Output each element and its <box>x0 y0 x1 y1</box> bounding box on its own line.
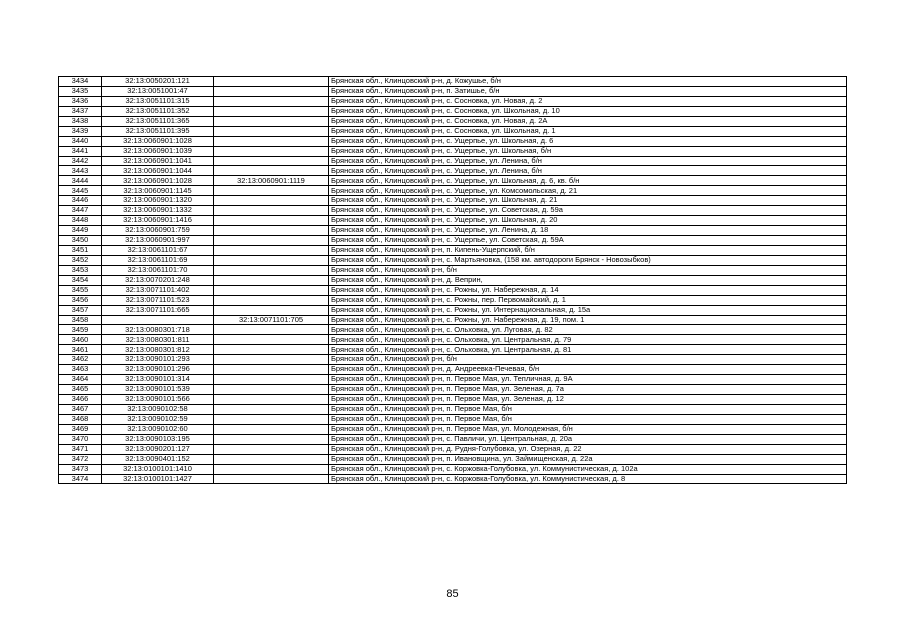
address-cell: Брянская обл., Клинцовский р-н, д. Кожушье, б/н <box>329 77 847 87</box>
cadastral-number-cell: 32:13:0090102:60 <box>102 424 214 434</box>
row-number-cell: 3463 <box>59 365 102 375</box>
row-number-cell: 3453 <box>59 265 102 275</box>
linked-cadastral-number-cell <box>214 86 329 96</box>
linked-cadastral-number-cell <box>214 216 329 226</box>
row-number-cell: 3454 <box>59 275 102 285</box>
row-number-cell: 3473 <box>59 464 102 474</box>
linked-cadastral-number-cell <box>214 464 329 474</box>
table-row <box>59 325 847 335</box>
row-number-cell: 3434 <box>59 77 102 87</box>
address-cell: Брянская обл., Клинцовский р-н, с. Сосновка, ул. Новая, д. 2А <box>329 116 847 126</box>
row-number-cell: 3462 <box>59 355 102 365</box>
cadastral-number-cell: 32:13:0051101:352 <box>102 106 214 116</box>
linked-cadastral-number-cell <box>214 245 329 255</box>
table-row <box>59 126 847 136</box>
address-cell: Брянская обл., Клинцовский р-н, с. Рожны, ул. Интернациональная, д. 15а <box>329 305 847 315</box>
linked-cadastral-number-cell <box>214 474 329 484</box>
linked-cadastral-number-cell <box>214 156 329 166</box>
cadastral-number-cell: 32:13:0090101:296 <box>102 365 214 375</box>
address-cell: Брянская обл., Клинцовский р-н, с. Сосновка, ул. Новая, д. 2 <box>329 96 847 106</box>
table-row <box>59 285 847 295</box>
page-number: 85 <box>446 588 459 600</box>
cadastral-number-cell: 32:13:0090102:59 <box>102 414 214 424</box>
table-row <box>59 454 847 464</box>
address-cell: Брянская обл., Клинцовский р-н, д. Андреевка-Печевая, б/н <box>329 365 847 375</box>
row-number-cell: 3441 <box>59 146 102 156</box>
table-row <box>59 315 847 325</box>
row-number-cell: 3467 <box>59 404 102 414</box>
row-number-cell: 3449 <box>59 226 102 236</box>
table-row <box>59 255 847 265</box>
cadastral-number-cell: 32:13:0071101:523 <box>102 295 214 305</box>
address-cell: Брянская обл., Клинцовский р-н, с. Павличи, ул. Центральная, д. 20а <box>329 434 847 444</box>
linked-cadastral-number-cell <box>214 206 329 216</box>
table-row <box>59 295 847 305</box>
table-row <box>59 77 847 87</box>
address-cell: Брянская обл., Клинцовский р-н, п. Первое Мая, ул. Молодежная, б/н <box>329 424 847 434</box>
address-cell: Брянская обл., Клинцовский р-н, п. Кипень-Ущерпский, б/н <box>329 245 847 255</box>
row-number-cell: 3448 <box>59 216 102 226</box>
cadastral-number-cell: 32:13:0051001:47 <box>102 86 214 96</box>
cadastral-number-cell: 32:13:0080301:812 <box>102 345 214 355</box>
table-row <box>59 375 847 385</box>
address-cell: Брянская обл., Клинцовский р-н, д. Рудня-Голубовка, ул. Озерная, д. 22 <box>329 444 847 454</box>
cadastral-number-cell: 32:13:0080301:718 <box>102 325 214 335</box>
cadastral-number-cell: 32:13:0090102:58 <box>102 404 214 414</box>
cadastral-number-cell: 32:13:0100101:1427 <box>102 474 214 484</box>
address-cell: Брянская обл., Клинцовский р-н, с. Ущерпье, ул. Школьная, б/н <box>329 146 847 156</box>
registry-table <box>58 76 847 484</box>
linked-cadastral-number-cell <box>214 305 329 315</box>
address-cell: Брянская обл., Клинцовский р-н, с. Ущерпье, ул. Школьная, д. 6, кв. б/н <box>329 176 847 186</box>
linked-cadastral-number-cell <box>214 116 329 126</box>
address-cell: Брянская обл., Клинцовский р-н, с. Ущерпье, ул. Школьная, д. 20 <box>329 216 847 226</box>
row-number-cell: 3443 <box>59 166 102 176</box>
cadastral-number-cell: 32:13:0060901:1320 <box>102 196 214 206</box>
row-number-cell: 3438 <box>59 116 102 126</box>
linked-cadastral-number-cell <box>214 96 329 106</box>
cadastral-number-cell: 32:13:0060901:1332 <box>102 206 214 216</box>
table-row <box>59 385 847 395</box>
table-row <box>59 434 847 444</box>
address-cell: Брянская обл., Клинцовский р-н, с. Ущерпье, ул. Школьная, д. 6 <box>329 136 847 146</box>
row-number-cell: 3459 <box>59 325 102 335</box>
linked-cadastral-number-cell <box>214 285 329 295</box>
linked-cadastral-number-cell <box>214 265 329 275</box>
linked-cadastral-number-cell <box>214 136 329 146</box>
table-row <box>59 355 847 365</box>
address-cell: Брянская обл., Клинцовский р-н, с. Мартьяновка, (158 км. автодороги Брянск - Новозыбков) <box>329 255 847 265</box>
linked-cadastral-number-cell <box>214 226 329 236</box>
table-row <box>59 136 847 146</box>
cadastral-number-cell: 32:13:0071101:665 <box>102 305 214 315</box>
address-cell: Брянская обл., Клинцовский р-н, б/н <box>329 355 847 365</box>
table-row <box>59 265 847 275</box>
cadastral-number-cell: 32:13:0100101:1410 <box>102 464 214 474</box>
cadastral-number-cell: 32:13:0060901:997 <box>102 236 214 246</box>
table-row <box>59 156 847 166</box>
linked-cadastral-number-cell <box>214 404 329 414</box>
table-row <box>59 236 847 246</box>
row-number-cell: 3471 <box>59 444 102 454</box>
table-row <box>59 464 847 474</box>
linked-cadastral-number-cell <box>214 414 329 424</box>
address-cell: Брянская обл., Клинцовский р-н, б/н <box>329 265 847 275</box>
address-cell: Брянская обл., Клинцовский р-н, с. Ущерпье, ул. Советская, д. 59а <box>329 206 847 216</box>
table-row <box>59 186 847 196</box>
table-row <box>59 216 847 226</box>
cadastral-number-cell: 32:13:0060901:1028 <box>102 136 214 146</box>
row-number-cell: 3469 <box>59 424 102 434</box>
row-number-cell: 3461 <box>59 345 102 355</box>
linked-cadastral-number-cell <box>214 365 329 375</box>
linked-cadastral-number-cell <box>214 395 329 405</box>
row-number-cell: 3437 <box>59 106 102 116</box>
table-row <box>59 414 847 424</box>
linked-cadastral-number-cell <box>214 196 329 206</box>
table-row <box>59 345 847 355</box>
row-number-cell: 3439 <box>59 126 102 136</box>
table-row <box>59 176 847 186</box>
row-number-cell: 3468 <box>59 414 102 424</box>
cadastral-number-cell: 32:13:0090201:127 <box>102 444 214 454</box>
row-number-cell: 3455 <box>59 285 102 295</box>
row-number-cell: 3445 <box>59 186 102 196</box>
table-row <box>59 226 847 236</box>
address-cell: Брянская обл., Клинцовский р-н, с. Сосновка, ул. Школьная, д. 10 <box>329 106 847 116</box>
linked-cadastral-number-cell <box>214 166 329 176</box>
cadastral-number-cell: 32:13:0090401:152 <box>102 454 214 464</box>
row-number-cell: 3460 <box>59 335 102 345</box>
linked-cadastral-number-cell <box>214 424 329 434</box>
cadastral-number-cell: 32:13:0061101:67 <box>102 245 214 255</box>
row-number-cell: 3447 <box>59 206 102 216</box>
linked-cadastral-number-cell <box>214 295 329 305</box>
cadastral-number-cell: 32:13:0071101:402 <box>102 285 214 295</box>
linked-cadastral-number-cell <box>214 345 329 355</box>
address-cell: Брянская обл., Клинцовский р-н, с. Ольховка, ул. Луговая, д. 82 <box>329 325 847 335</box>
row-number-cell: 3446 <box>59 196 102 206</box>
table-row <box>59 106 847 116</box>
row-number-cell: 3456 <box>59 295 102 305</box>
row-number-cell: 3450 <box>59 236 102 246</box>
address-cell: Брянская обл., Клинцовский р-н, с. Ольховка, ул. Центральная, д. 81 <box>329 345 847 355</box>
cadastral-number-cell: 32:13:0060901:1145 <box>102 186 214 196</box>
cadastral-number-cell: 32:13:0060901:1039 <box>102 146 214 156</box>
row-number-cell: 3451 <box>59 245 102 255</box>
cadastral-number-cell: 32:13:0090101:566 <box>102 395 214 405</box>
table-row <box>59 424 847 434</box>
cadastral-number-cell: 32:13:0060901:759 <box>102 226 214 236</box>
row-number-cell: 3440 <box>59 136 102 146</box>
address-cell: Брянская обл., Клинцовский р-н, с. Ольховка, ул. Центральная, д. 79 <box>329 335 847 345</box>
table-row <box>59 404 847 414</box>
address-cell: Брянская обл., Клинцовский р-н, с. Рожны, пер. Первомайский, д. 1 <box>329 295 847 305</box>
address-cell: Брянская обл., Клинцовский р-н, с. Ущерпье, ул. Советская, д. 59А <box>329 236 847 246</box>
linked-cadastral-number-cell <box>214 77 329 87</box>
table-row <box>59 86 847 96</box>
cadastral-number-cell <box>102 315 214 325</box>
cadastral-number-cell: 32:13:0060901:1416 <box>102 216 214 226</box>
row-number-cell: 3436 <box>59 96 102 106</box>
table-row <box>59 146 847 156</box>
table-row <box>59 96 847 106</box>
linked-cadastral-number-cell <box>214 454 329 464</box>
table-row <box>59 275 847 285</box>
row-number-cell: 3452 <box>59 255 102 265</box>
address-cell: Брянская обл., Клинцовский р-н, с. Ущерпье, ул. Комсомольская, д. 21 <box>329 186 847 196</box>
table-row <box>59 166 847 176</box>
cadastral-number-cell: 32:13:0060901:1041 <box>102 156 214 166</box>
cadastral-number-cell: 32:13:0051101:395 <box>102 126 214 136</box>
registry-table-body <box>59 77 847 484</box>
table-row <box>59 335 847 345</box>
table-row <box>59 474 847 484</box>
cadastral-number-cell: 32:13:0060901:1044 <box>102 166 214 176</box>
linked-cadastral-number-cell <box>214 106 329 116</box>
cadastral-number-cell: 32:13:0090101:314 <box>102 375 214 385</box>
table-row <box>59 196 847 206</box>
row-number-cell: 3458 <box>59 315 102 325</box>
row-number-cell: 3435 <box>59 86 102 96</box>
linked-cadastral-number-cell <box>214 186 329 196</box>
address-cell: Брянская обл., Клинцовский р-н, п. Первое Мая, ул. Зеленая, д. 7а <box>329 385 847 395</box>
linked-cadastral-number-cell <box>214 434 329 444</box>
table-row <box>59 395 847 405</box>
table-row <box>59 305 847 315</box>
cadastral-number-cell: 32:13:0061101:70 <box>102 265 214 275</box>
address-cell: Брянская обл., Клинцовский р-н, п. Первое Мая, ул. Зеленая, д. 12 <box>329 395 847 405</box>
address-cell: Брянская обл., Клинцовский р-н, д. Веприн, <box>329 275 847 285</box>
address-cell: Брянская обл., Клинцовский р-н, п. Первое Мая, б/н <box>329 414 847 424</box>
address-cell: Брянская обл., Клинцовский р-н, с. Коржовка-Голубовка, ул. Коммунистическая, д. 102а <box>329 464 847 474</box>
cadastral-number-cell: 32:13:0070201:248 <box>102 275 214 285</box>
address-cell: Брянская обл., Клинцовский р-н, с. Ущерпье, ул. Ленина, б/н <box>329 166 847 176</box>
linked-cadastral-number-cell: 32:13:0071101:705 <box>214 315 329 325</box>
row-number-cell: 3464 <box>59 375 102 385</box>
cadastral-number-cell: 32:13:0090101:293 <box>102 355 214 365</box>
cadastral-number-cell: 32:13:0061101:69 <box>102 255 214 265</box>
table-row <box>59 116 847 126</box>
linked-cadastral-number-cell <box>214 275 329 285</box>
row-number-cell: 3466 <box>59 395 102 405</box>
address-cell: Брянская обл., Клинцовский р-н, п. Затишье, б/н <box>329 86 847 96</box>
row-number-cell: 3457 <box>59 305 102 315</box>
row-number-cell: 3470 <box>59 434 102 444</box>
linked-cadastral-number-cell <box>214 385 329 395</box>
cadastral-number-cell: 32:13:0051101:315 <box>102 96 214 106</box>
table-row <box>59 206 847 216</box>
linked-cadastral-number-cell <box>214 355 329 365</box>
address-cell: Брянская обл., Клинцовский р-н, с. Ущерпье, ул. Школьная, д. 21 <box>329 196 847 206</box>
linked-cadastral-number-cell: 32:13:0060901:1119 <box>214 176 329 186</box>
address-cell: Брянская обл., Клинцовский р-н, с. Коржовка-Голубовка, ул. Коммунистическая, д. 8 <box>329 474 847 484</box>
linked-cadastral-number-cell <box>214 146 329 156</box>
address-cell: Брянская обл., Клинцовский р-н, с. Рожны, ул. Набережная, д. 19, пом. 1 <box>329 315 847 325</box>
cadastral-number-cell: 32:13:0050201:121 <box>102 77 214 87</box>
row-number-cell: 3472 <box>59 454 102 464</box>
row-number-cell: 3474 <box>59 474 102 484</box>
table-row <box>59 444 847 454</box>
cadastral-number-cell: 32:13:0090101:539 <box>102 385 214 395</box>
linked-cadastral-number-cell <box>214 126 329 136</box>
linked-cadastral-number-cell <box>214 335 329 345</box>
cadastral-number-cell: 32:13:0080301:811 <box>102 335 214 345</box>
address-cell: Брянская обл., Клинцовский р-н, п. Ивановщина, ул. Займищенская, д. 22а <box>329 454 847 464</box>
linked-cadastral-number-cell <box>214 375 329 385</box>
address-cell: Брянская обл., Клинцовский р-н, п. Первое Мая, ул. Тепличная, д. 9А <box>329 375 847 385</box>
row-number-cell: 3444 <box>59 176 102 186</box>
address-cell: Брянская обл., Клинцовский р-н, с. Сосновка, ул. Школьная, д. 1 <box>329 126 847 136</box>
row-number-cell: 3465 <box>59 385 102 395</box>
table-row <box>59 245 847 255</box>
linked-cadastral-number-cell <box>214 444 329 454</box>
linked-cadastral-number-cell <box>214 325 329 335</box>
address-cell: Брянская обл., Клинцовский р-н, п. Первое Мая, б/н <box>329 404 847 414</box>
linked-cadastral-number-cell <box>214 236 329 246</box>
address-cell: Брянская обл., Клинцовский р-н, с. Рожны, ул. Набережная, д. 14 <box>329 285 847 295</box>
linked-cadastral-number-cell <box>214 255 329 265</box>
cadastral-number-cell: 32:13:0090103:195 <box>102 434 214 444</box>
cadastral-number-cell: 32:13:0060901:1028 <box>102 176 214 186</box>
address-cell: Брянская обл., Клинцовский р-н, с. Ущерпье, ул. Ленина, б/н <box>329 156 847 166</box>
row-number-cell: 3442 <box>59 156 102 166</box>
address-cell: Брянская обл., Клинцовский р-н, с. Ущерпье, ул. Ленина, д. 18 <box>329 226 847 236</box>
table-row <box>59 365 847 375</box>
cadastral-number-cell: 32:13:0051101:365 <box>102 116 214 126</box>
